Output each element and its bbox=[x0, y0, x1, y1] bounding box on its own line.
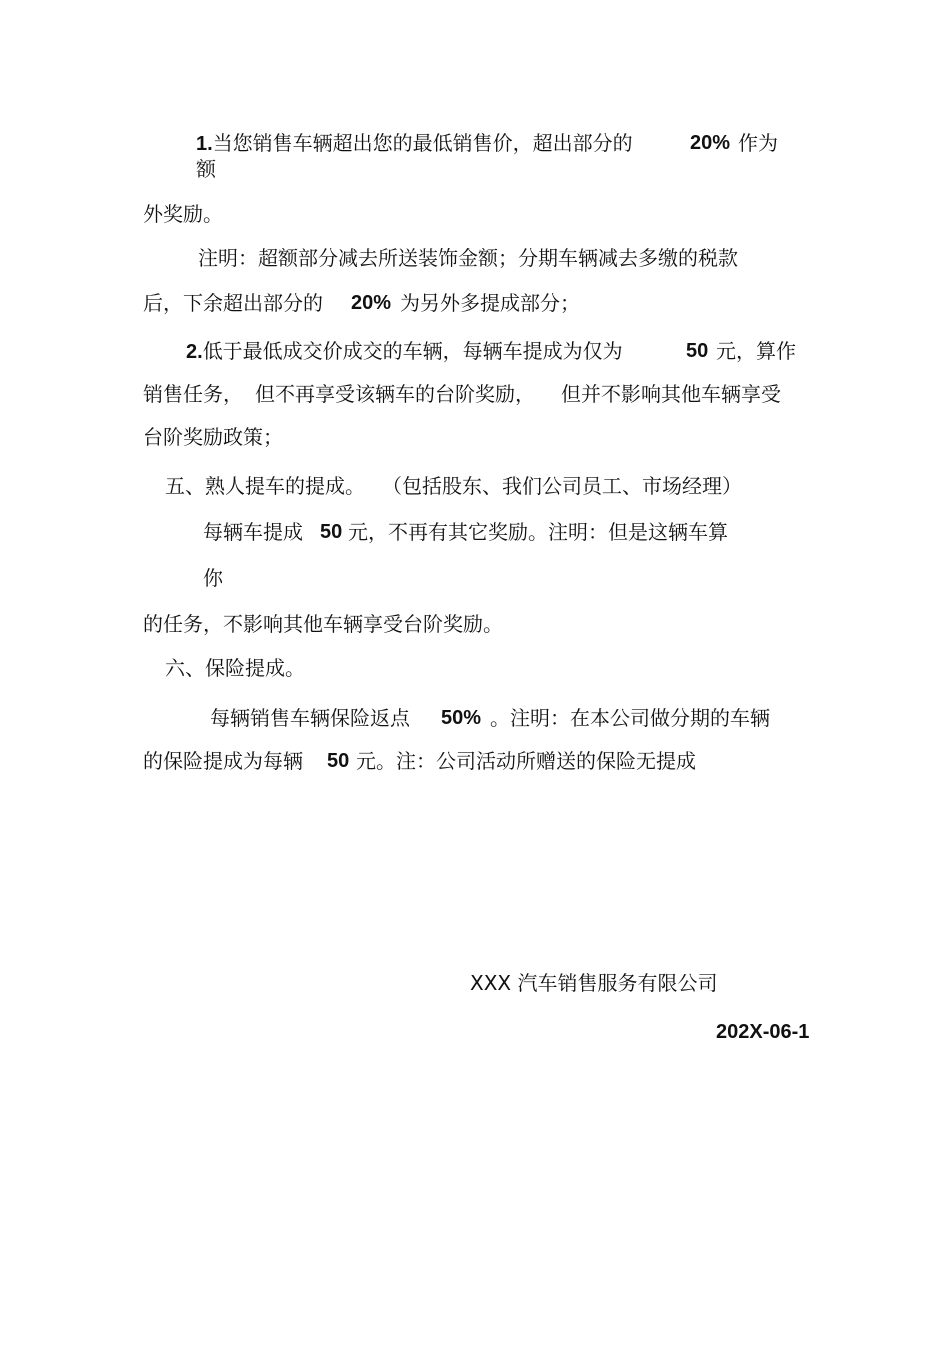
section6-title: 六、保险提成。 bbox=[165, 656, 305, 680]
section5-title: 五、熟人提车的提成。 bbox=[165, 474, 365, 498]
item1-as-text: 作为 bbox=[738, 131, 778, 155]
item2-line2b: 但不再享受该辆车的台阶奖励， bbox=[255, 382, 535, 406]
section5-paren: （包括股东、我们公司员工、市场经理） bbox=[382, 474, 742, 498]
item2-line1 bbox=[186, 338, 623, 365]
section6-text-b: 。注明：在本公司做分期的车辆 bbox=[490, 706, 770, 730]
section6-amount: 50 bbox=[327, 750, 350, 772]
section6-text-d: 元。注：公司活动所赠送的保险无提成 bbox=[356, 749, 696, 773]
item1-text: 当您销售车辆超出您的最低销售价，超出部分的 bbox=[212, 131, 633, 155]
note1-line1: 注明：超额部分减去所送装饰金额；分期车辆减去多缴的税款 bbox=[198, 246, 738, 270]
item1-line3: 外奖励。 bbox=[143, 202, 223, 226]
document-date: 202X-06-1 bbox=[716, 1021, 810, 1043]
note1-text: 后，下余超出部分的 bbox=[143, 291, 323, 315]
item2-amount: 50 bbox=[686, 340, 709, 362]
item2-yuan-text: 元，算作 bbox=[716, 339, 796, 363]
section5-text-c: 你 bbox=[203, 566, 223, 590]
item2-line3: 台阶奖励政策； bbox=[143, 425, 283, 449]
item1-line1 bbox=[196, 130, 633, 157]
item1-line2: 额 bbox=[196, 157, 216, 181]
section5-amount: 50 bbox=[320, 521, 343, 543]
section5-text-d: 的任务，不影响其他车辆享受台阶奖励。 bbox=[143, 612, 503, 636]
item2-number: 2. bbox=[186, 341, 203, 363]
company-name: XXX 汽车销售服务有限公司 bbox=[470, 971, 718, 995]
section6-text-a: 每辆销售车辆保险返点 bbox=[210, 706, 410, 730]
note1-tail: 为另外多提成部分； bbox=[400, 291, 580, 315]
item2-line2a: 销售任务， bbox=[143, 382, 243, 406]
item2-line2c: 但并不影响其他车辆享受 bbox=[561, 382, 781, 406]
note1-percent: 20% bbox=[351, 292, 392, 314]
item1-percent: 20% bbox=[690, 132, 731, 154]
section5-text-a: 每辆车提成 bbox=[203, 520, 303, 544]
section6-percent: 50% bbox=[441, 707, 482, 729]
section6-text-c: 的保险提成为每辆 bbox=[143, 749, 303, 773]
item2-text: 低于最低成交价成交的车辆，每辆车提成为仅为 bbox=[202, 339, 623, 363]
item1-number: 1. bbox=[196, 133, 213, 155]
section5-text-b: 元，不再有其它奖励。注明：但是这辆车算 bbox=[348, 520, 728, 544]
note1-line2 bbox=[143, 290, 323, 316]
